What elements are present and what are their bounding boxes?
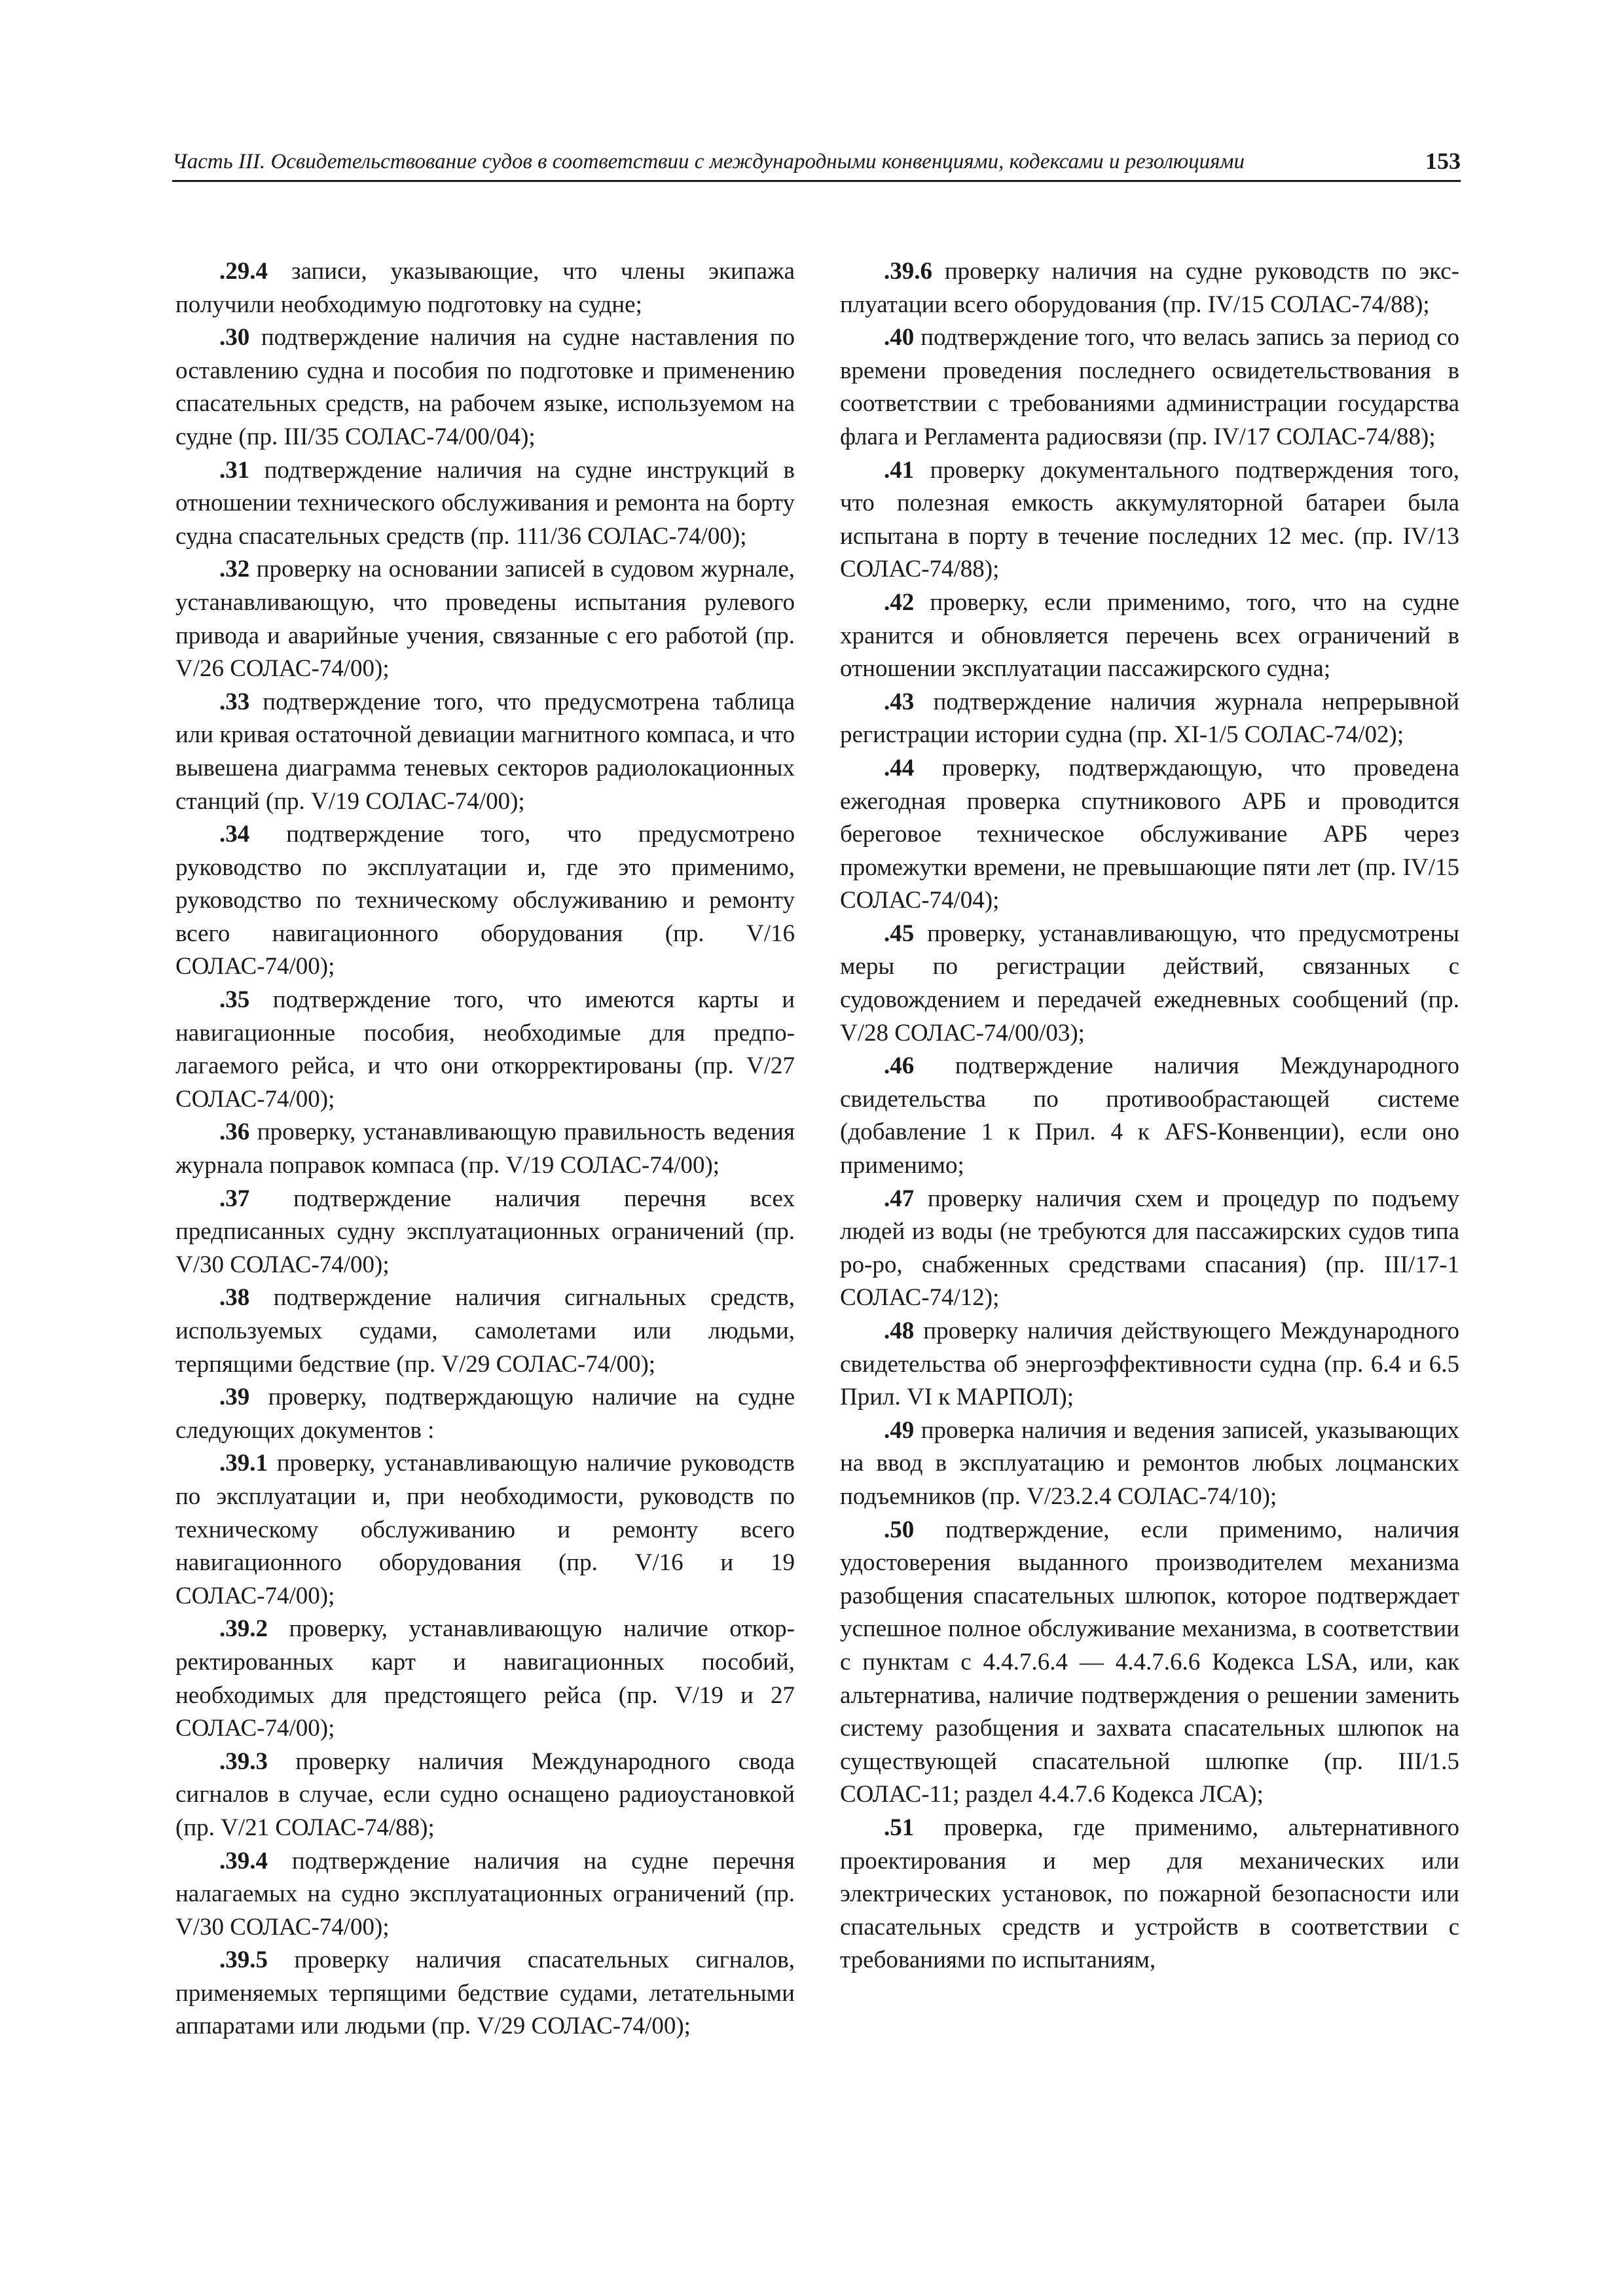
item-number: .39.5 bbox=[219, 1946, 268, 1974]
list-item bbox=[175, 1613, 795, 1745]
item-number: .48 bbox=[884, 1318, 915, 1344]
item-number: .42 bbox=[884, 588, 915, 616]
item-text: проверку документального подтверждения того, что полезная емкость аккумуляторной батареи была испытана в порту в течение последних 12 мес. (пр. IV/13 СОЛАС-74/88); bbox=[840, 456, 1459, 583]
list-item bbox=[175, 1183, 795, 1282]
item-text: подтверждение наличия на судне перечня налагаемых на судно эксплуатационных ограничений (пр. V/30 СОЛАС-74/00); bbox=[175, 1847, 795, 1941]
item-text: подтверждение наличия на судне инструкций в отношении технического обслуживания и ремонта на борту судна спасательных средств (пр. 111/36 СОЛАС-74/00); bbox=[175, 456, 795, 550]
list-item bbox=[840, 586, 1459, 686]
list-item bbox=[175, 454, 795, 554]
item-text: проверку, устанавливающую наличие руководств по эксплуатации и, при необходимости, руководств по техническому обслуживанию и ремонту всего навигационного оборудования (пр. V/16 и 19 СОЛАС-74/00); bbox=[175, 1450, 795, 1609]
item-text: проверку наличия на судне руководств по эксплуатации всего оборудования (пр. IV/15 СОЛАС-74/88); bbox=[840, 258, 1459, 318]
item-number: .32 bbox=[219, 556, 250, 583]
list-item bbox=[175, 818, 795, 984]
list-item bbox=[175, 1746, 795, 1845]
list-item bbox=[175, 1116, 795, 1182]
item-number: .46 bbox=[884, 1052, 915, 1080]
item-text: проверку, устанавливающую, что предусмотрены меры по регистрации действий, связанных с судовождением и передачей ежедневных сообщений (пр. V/28 СОЛАС-74/00/03); bbox=[840, 920, 1459, 1047]
list-item bbox=[840, 1812, 1459, 1977]
item-number: .39.6 bbox=[884, 258, 932, 285]
list-item bbox=[175, 1944, 795, 2043]
list-item bbox=[840, 454, 1459, 586]
item-number: .39.3 bbox=[219, 1748, 268, 1775]
item-number: .39.2 bbox=[219, 1615, 268, 1643]
item-text: проверку, если применимо, того, что на судне хранится и обновляется перечень всех ограничений в отношении эксплуатации пассажирского судна; bbox=[840, 588, 1459, 683]
list-item bbox=[175, 1282, 795, 1381]
item-text: подтверждение того, что велась запись за период со времени проведения последнего освидетельствования в соответствии с требованиями администрации государства флага и Регламента радиосвязи (пр. IV/17 СОЛАС-74/88); bbox=[840, 324, 1459, 450]
item-text: подтверждение того, что предусмотрено руководство по эксплуатации и, где это применимо, руководство по техническому обслуживанию и ремонту всего навигационного оборудования (пр. V/16 СОЛАС-74/00); bbox=[175, 821, 795, 980]
item-number: .33 bbox=[219, 688, 250, 715]
list-item bbox=[840, 1414, 1459, 1514]
list-item bbox=[175, 255, 795, 321]
item-text: записи, указывающие, что члены экипажа получили необходимую подготовку на судне; bbox=[175, 258, 795, 318]
item-number: .40 bbox=[884, 324, 915, 351]
item-number: .29.4 bbox=[219, 258, 268, 285]
item-text: подтверждение наличия Международного свидетельства по противообрастающей системе (добавление 1 к Прил. 4 к AFS-Конвенции), если оно применимо; bbox=[840, 1052, 1459, 1179]
page-number: 153 bbox=[1425, 148, 1461, 174]
list-item bbox=[840, 1514, 1459, 1812]
item-number: .45 bbox=[884, 920, 915, 947]
item-number: .50 bbox=[884, 1516, 915, 1543]
item-text: проверку, устанавливающую наличие откорректированных карт и навигационных пособий, необходимых для предстоящего рейса (пр. V/19 и 27 СОЛАС-74/00); bbox=[175, 1615, 795, 1742]
item-text: проверка, где применимо, альтернативного проектирования и мер для механических или электрических установок, по пожарной безопасности или спасательных средств и устройств в соответствии с требованиями по испытаниям, bbox=[840, 1814, 1459, 1974]
list-item bbox=[840, 1183, 1459, 1315]
item-number: .39.1 bbox=[219, 1450, 268, 1477]
item-text: подтверждение наличия на судне наставления по оставлению судна и пособия по подготовке и применению спасательных средств, на рабочем языке, используемом на судне (пр. III/35 СОЛАС-74/00/04); bbox=[175, 324, 795, 450]
item-number: .35 bbox=[219, 986, 250, 1014]
item-number: .39.4 bbox=[219, 1847, 268, 1874]
item-number: .43 bbox=[884, 688, 915, 715]
item-number: .49 bbox=[884, 1416, 915, 1444]
item-number: .47 bbox=[884, 1185, 915, 1212]
item-text: проверку наличия Международного свода сигналов в случае, если судно оснащено радиоустановкой (пр. V/21 СОЛАС-74/88); bbox=[175, 1748, 795, 1841]
item-number: .38 bbox=[219, 1284, 250, 1312]
item-number: .39 bbox=[219, 1384, 250, 1411]
list-item bbox=[175, 1447, 795, 1613]
item-text: проверку, подтверждающую, что проведена ежегодная проверка спутникового АРБ и проводится береговое техническое обслуживание АРБ через промежутки времени, не превышающие пяти лет (пр. IV/15 СОЛАС-74/04); bbox=[840, 754, 1459, 914]
item-text: подтверждение, если применимо, наличия удостоверения выданного производителем механизма разобщения спасательных шлюпок, которое подтверждает успешное полное обслуживание механизма, в соответствии с пунктам с 4.4.7.6.4 — 4.4.7.6.6 Кодекса LSA, или, как альтернатива, наличие подтверждения о решении заменить систему разобщения и захвата спасательных шлюпок на существующей спасательной шлюпке (пр. III/1.5 СОЛАС-11; раздел 4.4.7.6 Кодекса ЛСА); bbox=[840, 1516, 1459, 1808]
left-column bbox=[175, 255, 795, 2043]
item-text: подтверждение наличия сигнальных средств, используемых судами, самолетами или людьми, терпящими бедствие (пр. V/29 СОЛАС-74/00); bbox=[175, 1284, 795, 1378]
item-text: проверку наличия спасательных сигналов, применяемых терпящими бедствие судами, летательными аппаратами или людьми (пр. V/29 СОЛАС-74/00); bbox=[175, 1946, 795, 2040]
list-item bbox=[840, 321, 1459, 454]
item-text: подтверждение наличия перечня всех предписанных судну эксплуатационных ограничений (пр. V/30 СОЛАС-74/00); bbox=[175, 1185, 795, 1278]
item-number: .37 bbox=[219, 1185, 250, 1212]
list-item bbox=[175, 984, 795, 1116]
item-text: проверку, подтверждающую наличие на судне следующих документов : bbox=[175, 1384, 795, 1444]
list-item bbox=[840, 255, 1459, 321]
list-item bbox=[175, 321, 795, 454]
page-header bbox=[172, 149, 1461, 173]
list-item bbox=[175, 553, 795, 685]
item-number: .44 bbox=[884, 754, 915, 781]
list-item bbox=[175, 686, 795, 818]
item-number: .34 bbox=[219, 821, 250, 848]
item-number: .30 bbox=[219, 324, 250, 351]
item-text: проверку на основании записей в судовом журнале, устанавливающую, что проведены испытания рулевого привода и аварийные учения, связанные с его работой (пр. V/26 СОЛАС-74/00); bbox=[175, 556, 795, 683]
list-item bbox=[175, 1845, 795, 1945]
item-text: проверку наличия схем и процедур по подъему людей из воды (не требуются для пассажирских судов типа ро-ро, снабженных средствами спасания) (пр. III/17-1 СОЛАС-74/12); bbox=[840, 1185, 1459, 1312]
item-number: .31 bbox=[219, 456, 250, 484]
list-item bbox=[840, 1050, 1459, 1182]
item-number: .36 bbox=[219, 1119, 250, 1146]
item-text: подтверждение того, что предусмотрена таблица или кривая остаточной девиации магнитного компаса, и что вывешена диаграмма теневых секторов радиолокационных станций (пр. V/19 СОЛАС-74/00); bbox=[175, 688, 795, 815]
item-text: подтверждение наличия журнала непрерывной регистрации истории судна (пр. XI-1/5 СОЛАС-74/02); bbox=[840, 688, 1459, 749]
list-item bbox=[840, 752, 1459, 918]
list-item bbox=[840, 686, 1459, 752]
list-item bbox=[175, 1381, 795, 1447]
item-number: .51 bbox=[884, 1814, 915, 1841]
running-header-title: Часть III. Освидетельствование судов в соответствии с международными конвенциями, кодексами и резолюциями bbox=[172, 150, 1245, 173]
header-rule bbox=[172, 180, 1461, 182]
list-item bbox=[840, 1315, 1459, 1414]
item-text: проверку, устанавливающую правильность ведения журнала поправок компаса (пр. V/19 СОЛАС-74/00); bbox=[175, 1119, 795, 1179]
item-number: .41 bbox=[884, 456, 915, 484]
list-item bbox=[840, 918, 1459, 1050]
right-column bbox=[840, 255, 1459, 1977]
item-text: подтверждение того, что имеются карты и навигационные пособия, необходимые для предполагаемого рейса, и что они откорректированы (пр. V/27 СОЛАС-74/00); bbox=[175, 986, 795, 1113]
item-text: проверку наличия действующего Международного свидетельства об энергоэффективности судна (пр. 6.4 и 6.5 Прил. VI к МАРПОЛ); bbox=[840, 1318, 1459, 1411]
item-text: проверка наличия и ведения записей, указывающих на ввод в эксплуатацию и ремонтов любых лоцманских подъемников (пр. V/23.2.4 СОЛАС-74/10); bbox=[840, 1416, 1459, 1510]
